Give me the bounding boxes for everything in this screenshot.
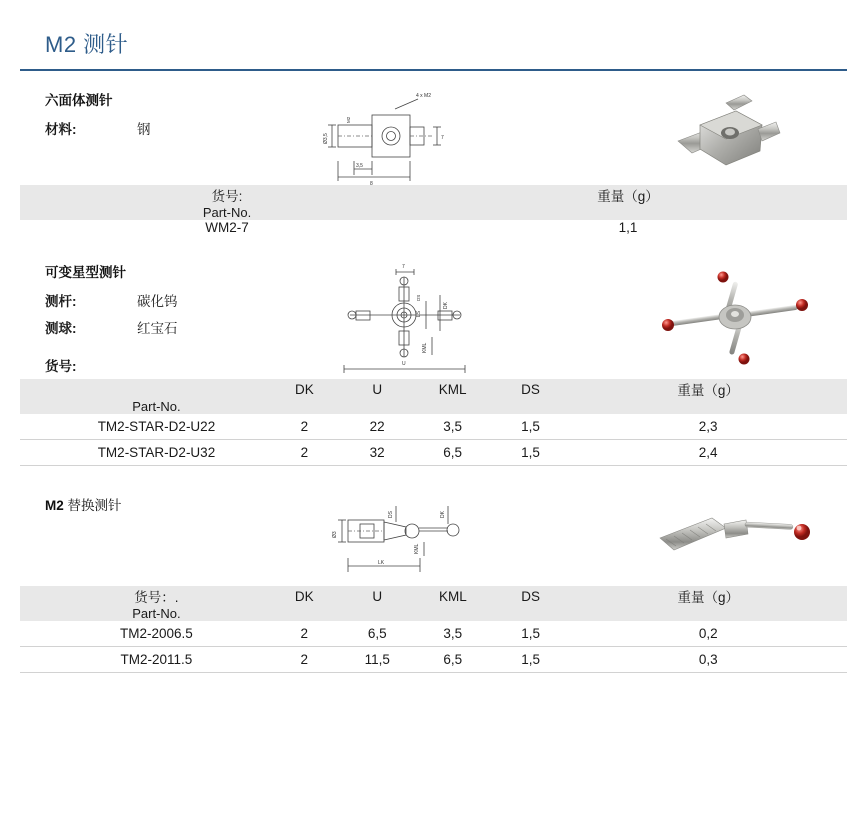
spec-line-ball xyxy=(45,317,305,337)
section-star-stylus xyxy=(20,261,847,466)
svg-text:4 x M2: 4 x M2 xyxy=(416,93,432,99)
cell-u: 6,5 xyxy=(341,621,414,647)
svg-text:KML: KML xyxy=(414,543,420,554)
cell-ds: 1,5 xyxy=(492,440,570,466)
title-divider xyxy=(20,69,847,71)
header-blank xyxy=(20,379,268,399)
spec-label-partno: 货号: xyxy=(45,359,77,374)
product-photo-star xyxy=(640,261,840,379)
header-weight: 重量（g） xyxy=(570,586,848,606)
cell-weight: 2,4 xyxy=(569,440,847,466)
page-title: M2 测针 xyxy=(45,32,129,57)
cell-dk: 2 xyxy=(268,621,341,647)
spec-line-partno xyxy=(45,355,305,375)
cell-part-no: WM2-7 xyxy=(205,220,249,235)
header-dk: DK xyxy=(268,379,341,399)
svg-text:Ø3,5: Ø3,5 xyxy=(323,133,329,144)
cell-u: 32 xyxy=(341,440,414,466)
svg-text:M2: M2 xyxy=(346,116,351,123)
header-weight: 重量（g） xyxy=(569,379,847,399)
table-header-row xyxy=(20,586,847,606)
header-part-no-cn: 货号：. xyxy=(20,586,268,606)
header-weight-blank xyxy=(569,399,847,414)
cell-u: 11,5 xyxy=(341,647,414,673)
svg-text:DK: DK xyxy=(443,302,449,309)
header-ds-blank xyxy=(492,606,570,621)
header-weight-blank xyxy=(570,606,848,621)
spec-title-text: 替换测针 xyxy=(63,498,122,513)
header-weight-blank xyxy=(409,205,847,220)
cell-ds: 1,5 xyxy=(492,414,570,440)
svg-text:DS: DS xyxy=(416,294,421,301)
product-photo-replacement xyxy=(640,494,840,586)
parts-table-star xyxy=(20,379,847,466)
header-part-no-en: Part-No. xyxy=(20,399,268,414)
spec-value: 钢 xyxy=(137,122,151,137)
table-header-subrow xyxy=(20,606,847,621)
header-dk: DK xyxy=(268,586,341,606)
cell-ds: 1,5 xyxy=(492,647,570,673)
header-weight: 重量（g） xyxy=(409,185,847,205)
cell-dk: 2 xyxy=(268,440,341,466)
spec-line-material xyxy=(45,118,305,138)
table-row xyxy=(20,414,847,440)
cell-kml: 6,5 xyxy=(414,647,492,673)
spec-label: 材料: xyxy=(45,122,77,137)
parts-table-replacement xyxy=(20,586,847,673)
parts-table-hexagon xyxy=(20,185,847,235)
table-header-row xyxy=(20,379,847,399)
section-hexagon-stylus xyxy=(20,89,847,235)
header-ds: DS xyxy=(492,379,570,399)
spec-text-block xyxy=(45,494,305,523)
spec-title-code: M2 xyxy=(45,498,64,513)
cell-dk: 2 xyxy=(268,647,341,673)
svg-text:8: 8 xyxy=(370,181,373,185)
header-ds-blank xyxy=(492,399,570,414)
spec-text-block xyxy=(45,261,305,382)
technical-drawing-hexagon xyxy=(320,89,505,185)
header-u-blank xyxy=(341,606,414,621)
header-u-blank xyxy=(341,399,414,414)
header-kml-blank xyxy=(414,399,492,414)
section-replacement-stylus xyxy=(20,494,847,673)
header-dk-blank xyxy=(268,399,341,414)
product-photo-hexagon xyxy=(640,89,840,185)
svg-text:DK: DK xyxy=(440,511,446,518)
cell-weight: 0,2 xyxy=(570,621,848,647)
spec-label: 测杆: xyxy=(45,294,77,309)
technical-drawing-star xyxy=(320,261,505,379)
svg-text:3,5: 3,5 xyxy=(356,163,363,169)
cell-kml: 3,5 xyxy=(414,414,492,440)
spec-text-block xyxy=(45,89,305,145)
header-dk-blank xyxy=(268,606,341,621)
table-row xyxy=(20,220,847,235)
cell-kml: 6,5 xyxy=(414,440,492,466)
table-header-row xyxy=(20,185,847,205)
svg-text:LK: LK xyxy=(378,560,385,566)
spec-title: 六面体测针 xyxy=(45,93,113,108)
header-u: U xyxy=(341,379,414,399)
header-part-no-en: Part-No. xyxy=(20,205,409,220)
cell-weight: 0,3 xyxy=(570,647,848,673)
cell-part-no: TM2-STAR-D2-U32 xyxy=(20,440,268,466)
header-part-no-en: Part-No. xyxy=(20,606,268,621)
spec-value: 红宝石 xyxy=(137,321,178,336)
spec-title: 可变星型测针 xyxy=(45,265,126,280)
spec-row xyxy=(20,89,847,185)
header-kml: KML xyxy=(414,586,492,606)
svg-text:U: U xyxy=(402,361,406,367)
svg-text:DS: DS xyxy=(388,511,394,518)
svg-text:Ø3: Ø3 xyxy=(332,531,338,538)
svg-text:LS: LS xyxy=(416,310,422,317)
spec-row xyxy=(20,261,847,379)
cell-ds: 1,5 xyxy=(492,621,570,647)
table-row xyxy=(20,440,847,466)
spec-title xyxy=(45,494,305,514)
cell-dk: 2 xyxy=(268,414,341,440)
cell-weight: 2,3 xyxy=(569,414,847,440)
cell-part-no: TM2-STAR-D2-U22 xyxy=(20,414,268,440)
spec-value: 碳化钨 xyxy=(137,294,178,309)
header-kml: KML xyxy=(414,379,492,399)
cell-part-no: TM2-2011.5 xyxy=(20,647,268,673)
header-part-no-cn: 货号: xyxy=(20,185,409,205)
svg-text:KML: KML xyxy=(422,342,428,353)
table-row xyxy=(20,647,847,673)
table-header-subrow xyxy=(20,399,847,414)
svg-text:7: 7 xyxy=(441,135,444,141)
spec-label: 测球: xyxy=(45,321,77,336)
table-header-subrow xyxy=(20,205,847,220)
cell-u: 22 xyxy=(341,414,414,440)
spec-line-stem xyxy=(45,290,305,310)
cell-kml: 3,5 xyxy=(414,621,492,647)
cell-part-no: TM2-2006.5 xyxy=(20,621,268,647)
header-kml-blank xyxy=(414,606,492,621)
header-ds: DS xyxy=(492,586,570,606)
technical-drawing-replacement xyxy=(320,494,505,586)
svg-text:7: 7 xyxy=(402,264,405,270)
cell-weight: 1,1 xyxy=(618,220,638,235)
spec-row xyxy=(20,494,847,586)
table-row xyxy=(20,621,847,647)
header-u: U xyxy=(341,586,414,606)
